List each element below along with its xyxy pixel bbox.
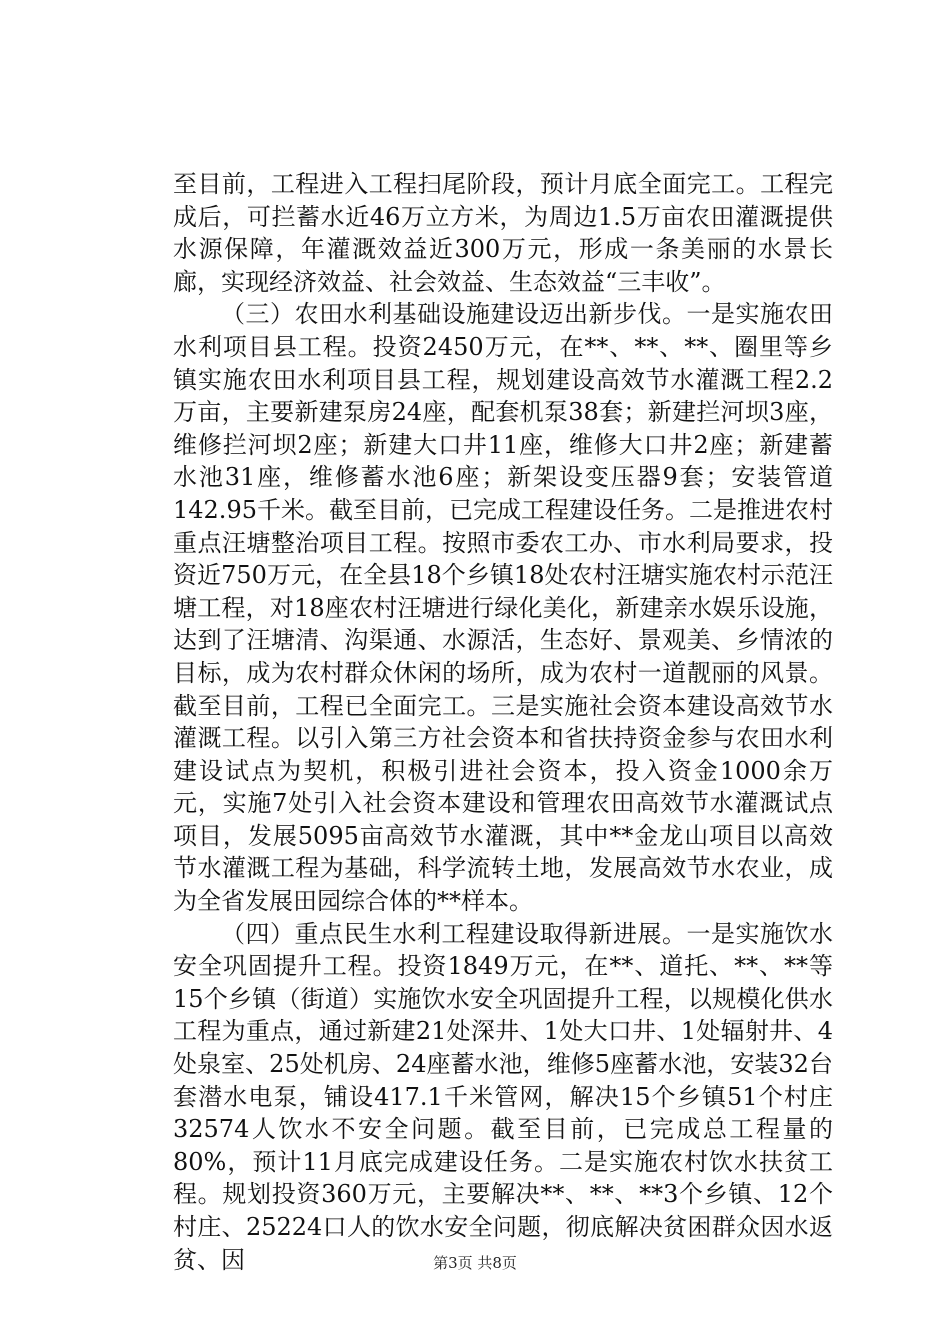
document-body (173, 168, 833, 1276)
paragraph-livelihood-water: （四）重点民生水利工程建设取得新进展。一是实施饮水安全巩固提升工程。投资1849万元，在**、道托、**、**等15个乡镇（街道）实施饮水安全巩固提升工程，以规模化供水工程为重点，通过新建21处深井、1处大口井、1处辐射井、4处泉室、25处机房、24座蓄水池，维修5座蓄水池，安装32台套潜水电泵，铺设417.1千米管网，解决15个乡镇51个村庄32574人饮水不安全问题。截至目前，已完成总工程量的80%，预计11月底完成建设任务。二是实施农村饮水扶贫工程。规划投资360万元，主要解决**、**、**3个乡镇、12个村庄、25224口人的饮水安全问题，彻底解决贫困群众因水返贫、因 (173, 919, 833, 1274)
paragraph-continuation: 至目前，工程进入工程扫尾阶段，预计月底全面完工。工程完成后，可拦蓄水近46万立方米，为周边1.5万亩农田灌溉提供水源保障，年灌溉效益近300万元，形成一条美丽的水景长廊，实现经济效益、社会效益、生态效益“三丰收”。 (173, 170, 833, 296)
paragraph-farmland-irrigation: （三）农田水利基础设施建设迈出新步伐。一是实施农田水利项目县工程。投资2450万元，在**、**、**、圈里等乡镇实施农田水利项目县工程，规划建设高效节水灌溉工程2.2万亩，主要新建泵房24座，配套机泵38套；新建拦河坝3座，维修拦河坝2座；新建大口井11座，维修大口井2座；新建蓄水池31座，维修蓄水池6座；新架设变压器9套；安装管道142.95千米。截至目前，已完成工程建设任务。二是推进农村重点汪塘整治项目工程。按照市委农工办、市水利局要求，投资近750万元，在全县18个乡镇18处农村汪塘实施农村示范汪塘工程，对18座农村汪塘进行绿化美化，新建亲水娱乐设施，达到了汪塘清、沟渠通、水源活，生态好、景观美、乡情浓的目标，成为农村群众休闲的场所，成为农村一道靓丽的风景。截至目前，工程已全面完工。三是实施社会资本建设高效节水灌溉工程。以引入第三方社会资本和省扶持资金参与农田水利建设试点为契机，积极引进社会资本，投入资金1000余万元，实施7处引入社会资本建设和管理农田高效节水灌溉试点项目，发展5095亩高效节水灌溉，其中**金龙山项目以高效节水灌溉工程为基础，科学流转土地，发展高效节水农业，成为全省发展田园综合体的**样本。 (173, 300, 833, 916)
page-footer: 第3页 共8页 (433, 1254, 517, 1272)
